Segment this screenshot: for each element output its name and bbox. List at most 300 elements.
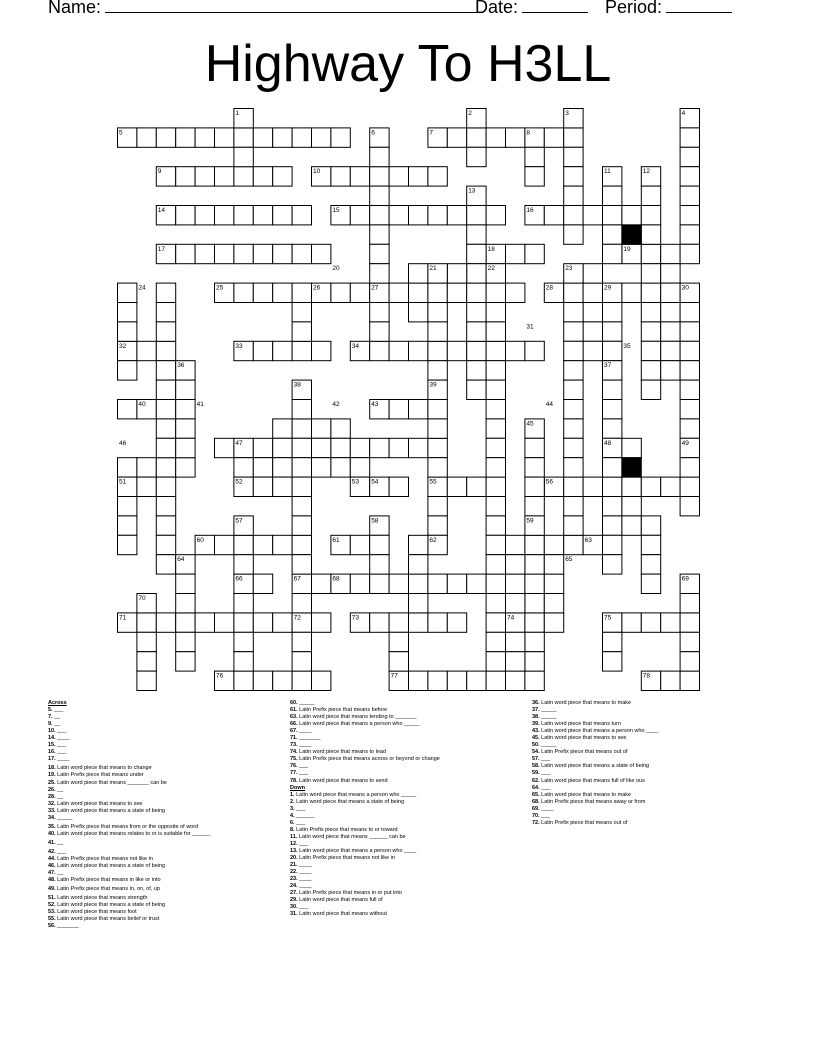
grid-cell[interactable] <box>234 206 253 225</box>
grid-cell[interactable] <box>525 632 544 651</box>
grid-cell[interactable] <box>525 458 544 477</box>
grid-cell[interactable] <box>312 458 331 477</box>
grid-cell[interactable] <box>253 438 272 457</box>
grid-cell[interactable] <box>253 458 272 477</box>
grid-cell[interactable] <box>389 438 408 457</box>
grid-cell[interactable] <box>292 283 311 302</box>
grid-cell[interactable] <box>409 555 428 574</box>
grid-cell[interactable] <box>680 303 699 322</box>
grid-cell[interactable] <box>292 303 311 322</box>
grid-cell[interactable] <box>603 555 622 574</box>
grid-cell[interactable] <box>680 613 699 632</box>
grid-cell[interactable] <box>137 632 156 651</box>
grid-cell[interactable] <box>292 535 311 554</box>
grid-cell[interactable] <box>603 322 622 341</box>
grid-cell[interactable] <box>467 671 486 690</box>
grid-cell[interactable] <box>253 535 272 554</box>
grid-cell[interactable] <box>641 361 660 380</box>
grid-cell[interactable] <box>486 128 505 147</box>
grid-cell[interactable] <box>467 206 486 225</box>
grid-cell[interactable] <box>564 167 583 186</box>
grid-cell[interactable] <box>370 322 389 341</box>
grid-cell[interactable] <box>409 303 428 322</box>
grid-cell[interactable] <box>622 516 641 535</box>
grid-cell[interactable] <box>137 671 156 690</box>
grid-cell[interactable] <box>253 341 272 360</box>
grid-cell[interactable] <box>195 128 214 147</box>
grid-cell[interactable] <box>292 671 311 690</box>
grid-cell[interactable] <box>680 632 699 651</box>
grid-cell[interactable] <box>467 380 486 399</box>
grid-cell[interactable] <box>176 594 195 613</box>
grid-cell[interactable] <box>118 400 137 419</box>
grid-cell[interactable] <box>467 244 486 263</box>
grid-cell[interactable] <box>467 128 486 147</box>
grid-cell[interactable] <box>312 613 331 632</box>
grid-cell[interactable] <box>137 652 156 671</box>
grid-cell[interactable] <box>641 225 660 244</box>
grid-cell[interactable] <box>253 128 272 147</box>
grid-cell[interactable] <box>486 322 505 341</box>
grid-cell[interactable] <box>370 206 389 225</box>
grid-cell[interactable] <box>389 206 408 225</box>
grid-cell[interactable] <box>312 671 331 690</box>
grid-cell[interactable] <box>447 283 466 302</box>
grid-cell[interactable] <box>292 516 311 535</box>
grid-cell[interactable] <box>486 574 505 593</box>
grid-cell[interactable] <box>622 477 641 496</box>
grid-cell[interactable] <box>428 613 447 632</box>
grid-cell[interactable] <box>447 341 466 360</box>
grid-cell[interactable] <box>525 244 544 263</box>
grid-cell[interactable] <box>680 458 699 477</box>
grid-cell[interactable] <box>156 555 175 574</box>
grid-cell[interactable] <box>583 477 602 496</box>
grid-cell[interactable] <box>118 303 137 322</box>
grid-cell[interactable] <box>195 613 214 632</box>
grid-cell[interactable] <box>292 341 311 360</box>
grid-cell[interactable] <box>156 400 175 419</box>
grid-cell[interactable] <box>350 206 369 225</box>
grid-cell[interactable] <box>680 225 699 244</box>
grid-cell[interactable] <box>486 361 505 380</box>
grid-cell[interactable] <box>428 322 447 341</box>
grid-cell[interactable] <box>486 380 505 399</box>
grid-cell[interactable] <box>583 303 602 322</box>
grid-cell[interactable] <box>118 458 137 477</box>
grid-cell[interactable] <box>253 283 272 302</box>
grid-cell[interactable] <box>661 477 680 496</box>
grid-cell[interactable] <box>680 594 699 613</box>
grid-cell[interactable] <box>486 458 505 477</box>
grid-cell[interactable] <box>292 438 311 457</box>
grid-cell[interactable] <box>292 400 311 419</box>
grid-cell[interactable] <box>195 167 214 186</box>
grid-cell[interactable] <box>564 361 583 380</box>
grid-cell[interactable] <box>273 613 292 632</box>
grid-cell[interactable] <box>622 283 641 302</box>
grid-cell[interactable] <box>661 341 680 360</box>
grid-cell[interactable] <box>273 167 292 186</box>
grid-cell[interactable] <box>176 244 195 263</box>
grid-cell[interactable] <box>253 613 272 632</box>
grid-cell[interactable] <box>603 206 622 225</box>
grid-cell[interactable] <box>525 555 544 574</box>
grid-cell[interactable] <box>603 497 622 516</box>
grid-cell[interactable] <box>603 632 622 651</box>
grid-cell[interactable] <box>447 613 466 632</box>
grid-cell[interactable] <box>564 303 583 322</box>
grid-cell[interactable] <box>583 264 602 283</box>
grid-cell[interactable] <box>506 128 525 147</box>
grid-cell[interactable] <box>156 458 175 477</box>
grid-cell[interactable] <box>603 303 622 322</box>
grid-cell[interactable] <box>389 400 408 419</box>
grid-cell[interactable] <box>486 477 505 496</box>
grid-cell[interactable] <box>525 341 544 360</box>
grid-cell[interactable] <box>680 361 699 380</box>
grid-cell[interactable] <box>292 206 311 225</box>
grid-cell[interactable] <box>312 419 331 438</box>
grid-cell[interactable] <box>176 167 195 186</box>
grid-cell[interactable] <box>641 264 660 283</box>
grid-cell[interactable] <box>428 341 447 360</box>
grid-cell[interactable] <box>234 128 253 147</box>
grid-cell[interactable] <box>156 438 175 457</box>
grid-cell[interactable] <box>253 574 272 593</box>
grid-cell[interactable] <box>467 322 486 341</box>
grid-cell[interactable] <box>564 458 583 477</box>
grid-cell[interactable] <box>506 341 525 360</box>
grid-cell[interactable] <box>428 419 447 438</box>
grid-cell[interactable] <box>680 128 699 147</box>
grid-cell[interactable] <box>544 535 563 554</box>
grid-cell[interactable] <box>389 574 408 593</box>
grid-cell[interactable] <box>215 244 234 263</box>
grid-cell[interactable] <box>370 535 389 554</box>
grid-cell[interactable] <box>234 613 253 632</box>
grid-cell[interactable] <box>409 283 428 302</box>
grid-cell[interactable] <box>641 341 660 360</box>
grid-cell[interactable] <box>156 361 175 380</box>
grid-cell[interactable] <box>486 555 505 574</box>
grid-cell[interactable] <box>409 438 428 457</box>
grid-cell[interactable] <box>195 244 214 263</box>
grid-cell[interactable] <box>661 303 680 322</box>
grid-cell[interactable] <box>253 671 272 690</box>
grid-cell[interactable] <box>409 594 428 613</box>
grid-cell[interactable] <box>603 535 622 554</box>
grid-cell[interactable] <box>680 477 699 496</box>
grid-cell[interactable] <box>234 147 253 166</box>
grid-cell[interactable] <box>486 535 505 554</box>
grid-cell[interactable] <box>661 283 680 302</box>
grid-cell[interactable] <box>409 167 428 186</box>
grid-cell[interactable] <box>370 574 389 593</box>
grid-cell[interactable] <box>467 477 486 496</box>
grid-cell[interactable] <box>389 632 408 651</box>
grid-cell[interactable] <box>176 438 195 457</box>
grid-cell[interactable] <box>428 438 447 457</box>
grid-cell[interactable] <box>176 206 195 225</box>
grid-cell[interactable] <box>176 652 195 671</box>
grid-cell[interactable] <box>273 458 292 477</box>
grid-cell[interactable] <box>641 380 660 399</box>
grid-cell[interactable] <box>156 477 175 496</box>
grid-cell[interactable] <box>603 477 622 496</box>
grid-cell[interactable] <box>486 516 505 535</box>
grid-cell[interactable] <box>118 283 137 302</box>
grid-cell[interactable] <box>370 264 389 283</box>
grid-cell[interactable] <box>641 574 660 593</box>
grid-cell[interactable] <box>564 206 583 225</box>
grid-cell[interactable] <box>409 671 428 690</box>
grid-cell[interactable] <box>118 516 137 535</box>
grid-cell[interactable] <box>467 574 486 593</box>
grid-cell[interactable] <box>409 341 428 360</box>
grid-cell[interactable] <box>486 206 505 225</box>
grid-cell[interactable] <box>486 341 505 360</box>
grid-cell[interactable] <box>583 206 602 225</box>
grid-cell[interactable] <box>234 632 253 651</box>
grid-cell[interactable] <box>428 167 447 186</box>
grid-cell[interactable] <box>564 128 583 147</box>
grid-cell[interactable] <box>525 535 544 554</box>
grid-cell[interactable] <box>525 574 544 593</box>
grid-cell[interactable] <box>525 671 544 690</box>
grid-cell[interactable] <box>215 128 234 147</box>
grid-cell[interactable] <box>331 283 350 302</box>
grid-cell[interactable] <box>234 535 253 554</box>
grid-cell[interactable] <box>428 283 447 302</box>
grid-cell[interactable] <box>641 477 660 496</box>
grid-cell[interactable] <box>137 477 156 496</box>
grid-cell[interactable] <box>409 535 428 554</box>
grid-cell[interactable] <box>389 613 408 632</box>
grid-cell[interactable] <box>525 477 544 496</box>
grid-cell[interactable] <box>603 341 622 360</box>
grid-cell[interactable] <box>176 574 195 593</box>
grid-cell[interactable] <box>253 206 272 225</box>
grid-cell[interactable] <box>467 361 486 380</box>
grid-cell[interactable] <box>564 419 583 438</box>
grid-cell[interactable] <box>603 225 622 244</box>
grid-cell[interactable] <box>661 322 680 341</box>
grid-cell[interactable] <box>680 652 699 671</box>
grid-cell[interactable] <box>234 283 253 302</box>
grid-cell[interactable] <box>506 555 525 574</box>
grid-cell[interactable] <box>447 671 466 690</box>
grid-cell[interactable] <box>506 244 525 263</box>
grid-cell[interactable] <box>428 671 447 690</box>
grid-cell[interactable] <box>447 574 466 593</box>
grid-cell[interactable] <box>409 574 428 593</box>
grid-cell[interactable] <box>118 497 137 516</box>
grid-cell[interactable] <box>350 283 369 302</box>
grid-cell[interactable] <box>176 128 195 147</box>
grid-cell[interactable] <box>428 206 447 225</box>
grid-cell[interactable] <box>447 128 466 147</box>
grid-cell[interactable] <box>603 419 622 438</box>
grid-cell[interactable] <box>137 341 156 360</box>
grid-cell[interactable] <box>350 574 369 593</box>
grid-cell[interactable] <box>467 341 486 360</box>
grid-cell[interactable] <box>273 419 292 438</box>
grid-cell[interactable] <box>331 167 350 186</box>
grid-cell[interactable] <box>525 652 544 671</box>
grid-cell[interactable] <box>409 613 428 632</box>
grid-cell[interactable] <box>467 303 486 322</box>
grid-cell[interactable] <box>680 186 699 205</box>
grid-cell[interactable] <box>273 341 292 360</box>
grid-cell[interactable] <box>331 458 350 477</box>
grid-cell[interactable] <box>447 264 466 283</box>
grid-cell[interactable] <box>292 128 311 147</box>
grid-cell[interactable] <box>176 458 195 477</box>
grid-cell[interactable] <box>564 516 583 535</box>
grid-cell[interactable] <box>389 283 408 302</box>
grid-cell[interactable] <box>273 477 292 496</box>
grid-cell[interactable] <box>641 516 660 535</box>
grid-cell[interactable] <box>370 438 389 457</box>
grid-cell[interactable] <box>603 516 622 535</box>
grid-cell[interactable] <box>680 380 699 399</box>
grid-cell[interactable] <box>564 147 583 166</box>
grid-cell[interactable] <box>506 671 525 690</box>
grid-cell[interactable] <box>234 167 253 186</box>
grid-cell[interactable] <box>137 458 156 477</box>
grid-cell[interactable] <box>215 438 234 457</box>
grid-cell[interactable] <box>661 264 680 283</box>
grid-cell[interactable] <box>564 186 583 205</box>
grid-cell[interactable] <box>292 458 311 477</box>
grid-cell[interactable] <box>312 574 331 593</box>
grid-cell[interactable] <box>156 535 175 554</box>
grid-cell[interactable] <box>292 477 311 496</box>
grid-cell[interactable] <box>680 244 699 263</box>
grid-cell[interactable] <box>661 361 680 380</box>
grid-cell[interactable] <box>603 186 622 205</box>
grid-cell[interactable] <box>273 128 292 147</box>
grid-cell[interactable] <box>234 594 253 613</box>
grid-cell[interactable] <box>603 380 622 399</box>
grid-cell[interactable] <box>350 458 369 477</box>
grid-cell[interactable] <box>409 264 428 283</box>
grid-cell[interactable] <box>234 652 253 671</box>
grid-cell[interactable] <box>389 341 408 360</box>
grid-cell[interactable] <box>215 167 234 186</box>
grid-cell[interactable] <box>622 438 641 457</box>
grid-cell[interactable] <box>195 206 214 225</box>
grid-cell[interactable] <box>292 322 311 341</box>
grid-cell[interactable] <box>292 555 311 574</box>
grid-cell[interactable] <box>253 167 272 186</box>
grid-cell[interactable] <box>350 167 369 186</box>
grid-cell[interactable] <box>253 477 272 496</box>
grid-cell[interactable] <box>428 458 447 477</box>
grid-cell[interactable] <box>661 244 680 263</box>
grid-cell[interactable] <box>234 671 253 690</box>
grid-cell[interactable] <box>525 167 544 186</box>
grid-cell[interactable] <box>156 516 175 535</box>
grid-cell[interactable] <box>641 283 660 302</box>
grid-cell[interactable] <box>661 613 680 632</box>
grid-cell[interactable] <box>312 438 331 457</box>
grid-cell[interactable] <box>234 458 253 477</box>
grid-cell[interactable] <box>603 244 622 263</box>
grid-cell[interactable] <box>641 613 660 632</box>
grid-cell[interactable] <box>428 516 447 535</box>
grid-cell[interactable] <box>428 303 447 322</box>
grid-cell[interactable] <box>486 652 505 671</box>
grid-cell[interactable] <box>137 613 156 632</box>
grid-cell[interactable] <box>215 535 234 554</box>
grid-cell[interactable] <box>544 574 563 593</box>
grid-cell[interactable] <box>583 283 602 302</box>
grid-cell[interactable] <box>447 477 466 496</box>
grid-cell[interactable] <box>467 283 486 302</box>
grid-cell[interactable] <box>156 380 175 399</box>
grid-cell[interactable] <box>370 147 389 166</box>
grid-cell[interactable] <box>564 283 583 302</box>
grid-cell[interactable] <box>467 225 486 244</box>
grid-cell[interactable] <box>370 225 389 244</box>
grid-cell[interactable] <box>156 341 175 360</box>
grid-cell[interactable] <box>428 497 447 516</box>
grid-cell[interactable] <box>428 574 447 593</box>
grid-cell[interactable] <box>273 671 292 690</box>
grid-cell[interactable] <box>409 206 428 225</box>
grid-cell[interactable] <box>215 613 234 632</box>
grid-cell[interactable] <box>583 341 602 360</box>
grid-cell[interactable] <box>118 322 137 341</box>
grid-cell[interactable] <box>544 594 563 613</box>
grid-cell[interactable] <box>641 555 660 574</box>
grid-cell[interactable] <box>506 574 525 593</box>
grid-cell[interactable] <box>312 341 331 360</box>
grid-cell[interactable] <box>525 497 544 516</box>
grid-cell[interactable] <box>137 128 156 147</box>
crossword-cells[interactable] <box>118 109 700 691</box>
grid-cell[interactable] <box>312 128 331 147</box>
grid-cell[interactable] <box>544 206 563 225</box>
grid-cell[interactable] <box>292 419 311 438</box>
grid-cell[interactable] <box>370 341 389 360</box>
grid-cell[interactable] <box>350 535 369 554</box>
grid-cell[interactable] <box>331 438 350 457</box>
grid-cell[interactable] <box>273 535 292 554</box>
grid-cell[interactable] <box>389 652 408 671</box>
grid-cell[interactable] <box>234 244 253 263</box>
grid-cell[interactable] <box>292 244 311 263</box>
grid-cell[interactable] <box>622 497 641 516</box>
grid-cell[interactable] <box>292 594 311 613</box>
grid-cell[interactable] <box>156 497 175 516</box>
grid-cell[interactable] <box>486 671 505 690</box>
grid-cell[interactable] <box>564 341 583 360</box>
grid-cell[interactable] <box>564 438 583 457</box>
grid-cell[interactable] <box>622 206 641 225</box>
grid-cell[interactable] <box>544 555 563 574</box>
grid-cell[interactable] <box>583 322 602 341</box>
grid-cell[interactable] <box>486 497 505 516</box>
grid-cell[interactable] <box>370 244 389 263</box>
grid-cell[interactable] <box>486 594 505 613</box>
grid-cell[interactable] <box>506 594 525 613</box>
grid-cell[interactable] <box>680 671 699 690</box>
grid-cell[interactable] <box>564 535 583 554</box>
grid-cell[interactable] <box>680 419 699 438</box>
